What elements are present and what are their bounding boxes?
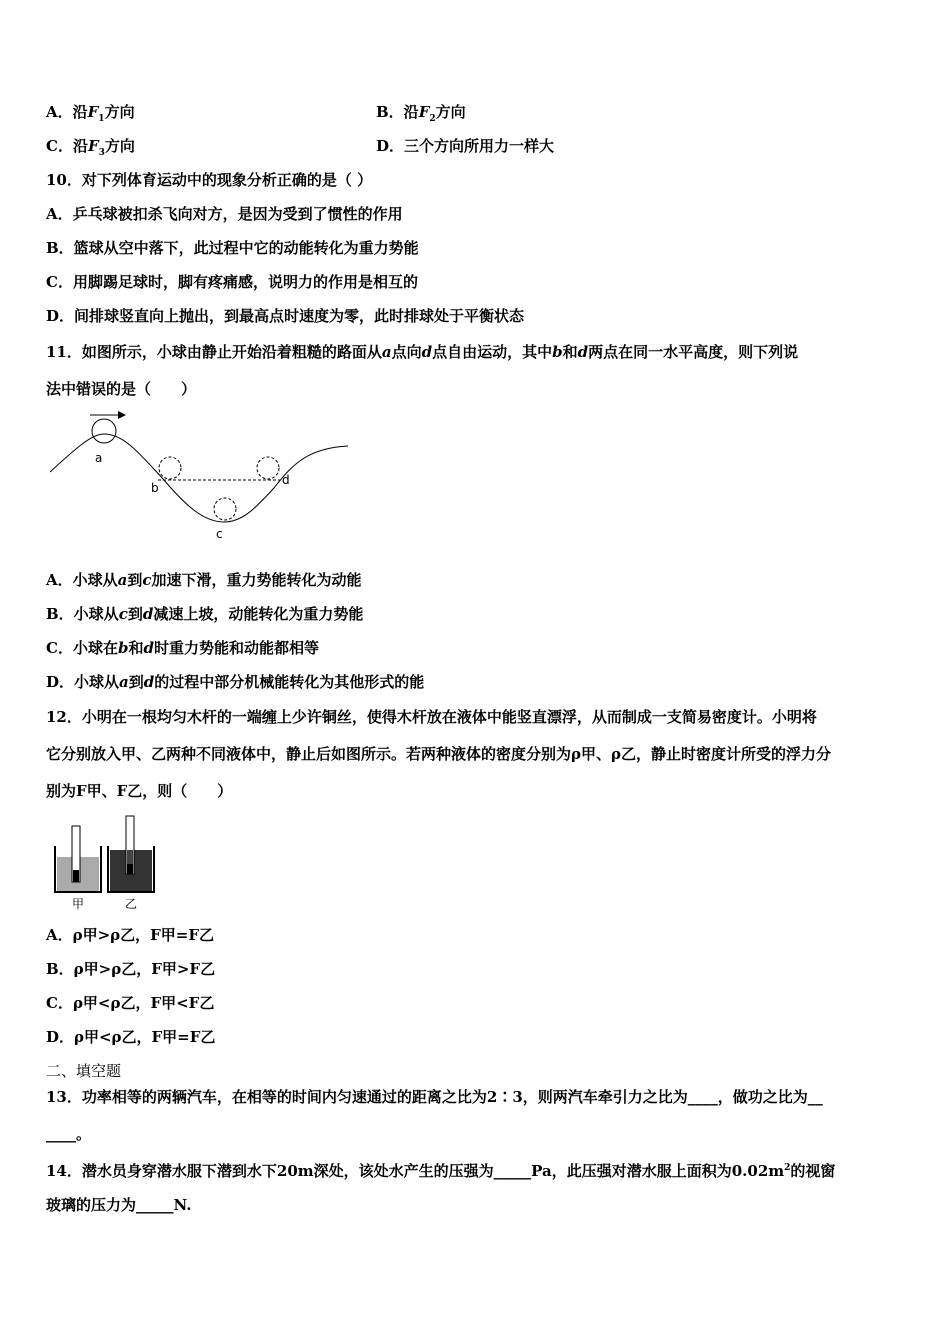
q11-stem-var: d — [577, 343, 589, 361]
q12-stem-line1: 12．小明在一根均匀木杆的一端缠上少许铜丝，使得木杆放在液体中能竖直漂浮，从而制成一支简易密度计。小明将 — [46, 708, 817, 726]
q10-option-b: B．篮球从空中落下，此过程中它的动能转化为重力势能 — [46, 239, 419, 257]
q9-option-b-var: F — [418, 103, 430, 121]
q11-option-text: A．小球从 — [46, 571, 118, 589]
q11-stem-var: d — [421, 343, 433, 361]
q11-option-d — [46, 672, 424, 692]
q9-option-a-suffix: 方向 — [104, 103, 135, 121]
q10-option-a: A．乒乓球被扣杀飞向对方，是因为受到了惯性的作用 — [46, 205, 403, 223]
q11-stem-var: b — [552, 343, 563, 361]
q11-stem-text: 两点在同一水平高度，则下列说 — [588, 343, 799, 361]
q9-option-c-sub: 3 — [98, 148, 105, 158]
q11-option-var: d — [142, 605, 154, 623]
q13-line2: ____。 — [46, 1125, 92, 1143]
q11-stem-line1 — [46, 342, 798, 362]
copper-wire-yi — [127, 864, 133, 874]
q9-option-c-var: F — [87, 137, 99, 155]
track-curve — [50, 434, 348, 522]
q9-option-c — [46, 136, 135, 163]
q11-option-var: c — [142, 571, 152, 589]
q9-option-a — [46, 102, 135, 129]
q9-option-c-prefix: C．沿 — [46, 137, 88, 155]
q12-stem-line3: 别为F甲、F乙，则（ ） — [46, 782, 233, 800]
q9-option-b-prefix: B．沿 — [376, 103, 419, 121]
q11-option-text: B．小球从 — [46, 605, 119, 623]
q11-stem-line2: 法中错误的是（ ） — [46, 380, 197, 398]
q9-option-b-sub: 2 — [429, 114, 436, 124]
q11-option-text: C．小球在 — [46, 639, 118, 657]
q9-option-c-suffix: 方向 — [104, 137, 135, 155]
q11-option-var: a — [117, 571, 128, 589]
label-yi: 乙 — [124, 897, 138, 911]
q12-option-c: C．ρ甲<ρ乙，F甲<F乙 — [46, 994, 215, 1012]
q11-option-text: 和 — [128, 639, 144, 657]
q9-option-a-sub: 1 — [98, 114, 105, 124]
q11-track-diagram — [46, 410, 356, 545]
q11-option-text: 加速下滑，重力势能转化为动能 — [151, 571, 362, 589]
copper-wire-jia — [73, 870, 79, 882]
q11-option-text: 到 — [128, 673, 144, 691]
q11-option-text: D．小球从 — [46, 673, 120, 691]
q11-option-text: 到 — [127, 605, 143, 623]
q11-option-b — [46, 604, 363, 624]
q11-stem-text: 点向 — [391, 343, 422, 361]
q11-option-var: c — [118, 605, 128, 623]
q11-option-var: a — [119, 673, 129, 691]
q10-stem: 10．对下列体育运动中的现象分析正确的是（ ） — [46, 171, 373, 189]
q12-option-a: A．ρ甲>ρ乙，F甲=F乙 — [46, 926, 215, 944]
q9-option-b — [376, 102, 466, 129]
q11-stem-text: 点自由运动，其中 — [432, 343, 553, 361]
q14-exponent: 2 — [784, 1163, 791, 1173]
ball-at-c — [214, 498, 236, 520]
q12-option-d: D．ρ甲<ρ乙，F甲=F乙 — [46, 1028, 216, 1046]
ball-at-a — [92, 419, 116, 443]
q10-option-d: D．间排球竖直向上抛出，到最高点时速度为零，此时排球处于平衡状态 — [46, 307, 525, 325]
q12-beaker-diagram — [50, 812, 162, 912]
section-heading: 二、填空题 — [46, 1062, 122, 1080]
q11-option-var: d — [143, 639, 154, 657]
q14-line2: 玻璃的压力为_____N. — [46, 1196, 192, 1214]
ball-at-b — [159, 457, 181, 479]
q9-option-d: D．三个方向所用力一样大 — [376, 137, 555, 155]
label-a: a — [95, 451, 103, 465]
q11-option-var: b — [117, 639, 129, 657]
label-d: d — [282, 473, 290, 487]
q11-option-text: 到 — [127, 571, 143, 589]
label-c: c — [216, 527, 223, 541]
q12-stem-line2: 它分别放入甲、乙两种不同液体中，静止后如图所示。若两种液体的密度分别为ρ甲、ρ乙，静止时密度计所受的浮力分 — [46, 745, 831, 763]
q11-option-a — [46, 570, 362, 590]
q12-option-b: B．ρ甲>ρ乙，F甲>F乙 — [46, 960, 216, 978]
q14-text: 的视窗 — [790, 1162, 836, 1180]
q11-stem-text: 11．如图所示，小球由静止开始沿着粗糙的路面从 — [46, 343, 382, 361]
q14-text: 14．潜水员身穿潜水服下潜到水下20m深处，该处水产生的压强为_____Pa，此压强对潜水服上面积为0.02m — [46, 1162, 785, 1180]
q9-option-a-prefix: A．沿 — [46, 103, 88, 121]
q11-option-text: 减速上坡，动能转化为重力势能 — [153, 605, 364, 623]
q9-option-b-suffix: 方向 — [435, 103, 466, 121]
q11-option-c — [46, 638, 319, 658]
q11-option-var: d — [143, 673, 155, 691]
q13-line1: 13．功率相等的两辆汽车，在相等的时间内匀速通过的距离之比为2∶3，则两汽车牵引力之比为____，做功之比为__ — [46, 1088, 823, 1106]
label-jia: 甲 — [71, 897, 85, 911]
label-b: b — [151, 481, 159, 495]
q11-stem-text: 和 — [562, 343, 578, 361]
q10-option-c: C．用脚踢足球时，脚有疼痛感，说明力的作用是相互的 — [46, 273, 418, 291]
q11-option-text: 时重力势能和动能都相等 — [153, 639, 319, 657]
motion-arrow-head — [118, 411, 126, 419]
q11-stem-var: a — [381, 343, 392, 361]
q11-option-text: 的过程中部分机械能转化为其他形式的能 — [154, 673, 425, 691]
ball-at-d — [257, 457, 279, 479]
q14-line1 — [46, 1158, 835, 1181]
q9-option-a-var: F — [87, 103, 99, 121]
